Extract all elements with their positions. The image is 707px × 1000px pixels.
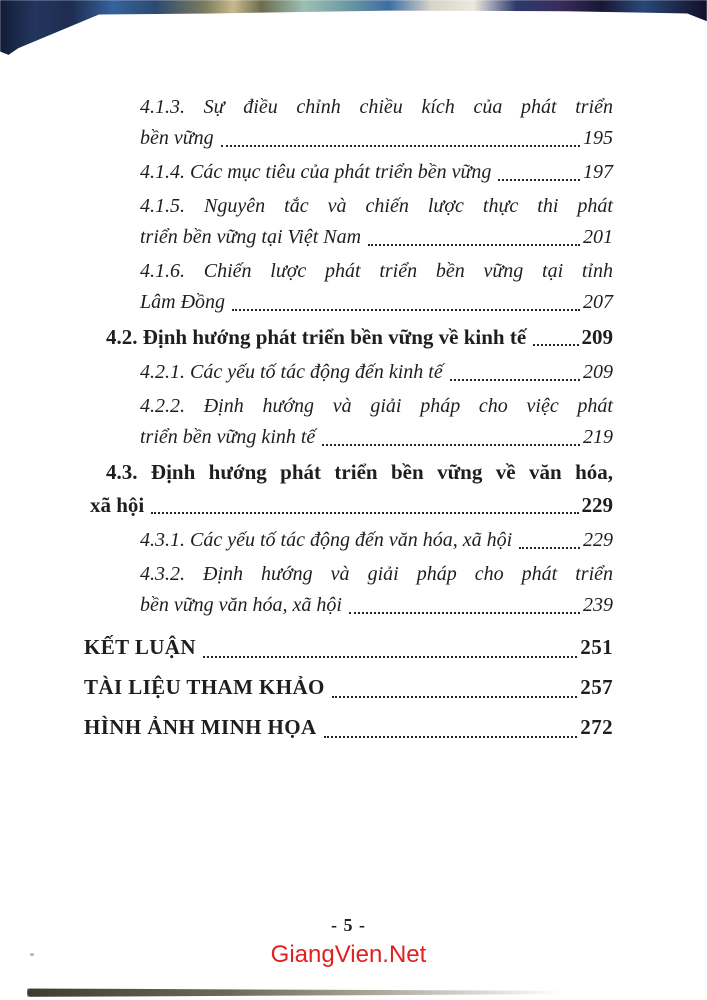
toc-entry — [84, 669, 613, 706]
dot-leader — [317, 709, 581, 746]
toc-entry-title: bền vững — [140, 127, 214, 149]
toc-line — [84, 191, 613, 222]
toc-entry — [84, 357, 613, 388]
table-of-contents — [84, 0, 613, 749]
toc-entry-title: Lâm Đồng — [140, 291, 226, 313]
toc-entry-title: TÀI LIỆU THAM KHẢO — [84, 675, 325, 699]
toc-line — [84, 391, 613, 422]
toc-line — [84, 123, 613, 154]
toc-entry — [84, 157, 613, 188]
toc-entry-title: 4.1.3. Sự điều chỉnh chiều kích của phát triển — [140, 96, 613, 118]
toc-line — [84, 222, 613, 253]
page-bottom-shadow — [27, 988, 562, 997]
toc-line — [84, 489, 613, 522]
toc-line — [84, 92, 613, 123]
toc-page-number: 195 — [583, 127, 613, 149]
toc-entry-title: bền vững văn hóa, xã hội — [140, 594, 342, 616]
dot-leader — [214, 123, 583, 154]
toc-line — [84, 422, 613, 453]
toc-line — [84, 669, 613, 706]
toc-entry-title: HÌNH ẢNH MINH HỌA — [84, 715, 317, 739]
toc-line — [84, 256, 613, 287]
scan-speck — [30, 953, 34, 956]
dot-leader — [225, 287, 583, 318]
watermark-text: GiangVien.Net — [270, 941, 427, 968]
toc-entry — [84, 92, 613, 154]
toc-entry-title: 4.1.4. Các mục tiêu của phát triển bền vững — [140, 161, 492, 183]
toc-line — [84, 525, 613, 556]
dot-leader — [342, 590, 583, 621]
toc-page-number: 229 — [583, 529, 613, 551]
toc-entry-title: 4.2. Định hướng phát triển bền vững về kinh tế — [106, 325, 527, 349]
toc-entry — [84, 321, 613, 354]
toc-page-number: 201 — [583, 226, 613, 248]
toc-page-number: 272 — [580, 715, 613, 739]
toc-entry-title: triển bền vững tại Việt Nam — [140, 226, 362, 248]
toc-entry-title: xã hội — [90, 493, 145, 517]
dot-leader — [361, 222, 583, 253]
toc-line — [84, 456, 613, 489]
toc-entry — [84, 256, 613, 318]
toc-entry — [84, 456, 613, 522]
dot-leader — [512, 525, 583, 556]
footer-page-number: - 5 - — [331, 915, 366, 935]
toc-page-number: 197 — [583, 161, 613, 183]
toc-entry-title: 4.3.2. Định hướng và giải pháp cho phát triển — [140, 563, 613, 585]
toc-entry-title: 4.2.1. Các yếu tố tác động đến kinh tế — [140, 361, 443, 383]
dot-leader — [443, 357, 583, 388]
toc-entry-title: 4.3. Định hướng phát triển bền vững về văn hóa, — [106, 460, 613, 484]
toc-entry — [84, 191, 613, 253]
toc-page-number: 219 — [583, 426, 613, 448]
toc-page-number: 209 — [583, 361, 613, 383]
dot-leader — [315, 422, 583, 453]
toc-entry — [84, 629, 613, 666]
toc-line — [84, 559, 613, 590]
toc-entry — [84, 391, 613, 453]
dot-leader — [526, 321, 581, 354]
dot-leader — [491, 157, 583, 188]
toc-line — [84, 287, 613, 318]
toc-line — [84, 357, 613, 388]
toc-line — [84, 157, 613, 188]
toc-line — [84, 321, 613, 354]
toc-entry — [84, 709, 613, 746]
toc-entry — [84, 525, 613, 556]
toc-line — [84, 709, 613, 746]
toc-page-number: 209 — [581, 325, 613, 349]
toc-page-number: 207 — [583, 291, 613, 313]
toc-page-number: 239 — [583, 594, 613, 616]
toc-page-number: 257 — [580, 675, 613, 699]
toc-entry-title: 4.2.2. Định hướng và giải pháp cho việc phát — [140, 395, 613, 417]
dot-leader — [196, 629, 580, 666]
toc-entry-title: triển bền vững kinh tế — [140, 426, 316, 448]
toc-line — [84, 629, 613, 666]
toc-line — [84, 590, 613, 621]
toc-entry-title: 4.1.6. Chiến lược phát triển bền vững tại tỉnh — [140, 260, 613, 282]
toc-page-number: 251 — [580, 635, 613, 659]
toc-entry-title: 4.1.5. Nguyên tắc và chiến lược thực thi phát — [140, 195, 613, 217]
dot-leader — [325, 669, 581, 706]
toc-page-number: 229 — [581, 493, 613, 517]
toc-entry-title: 4.3.1. Các yếu tố tác động đến văn hóa, xã hội — [140, 529, 513, 551]
toc-entry — [84, 559, 613, 621]
dot-leader — [144, 489, 581, 522]
toc-entry-title: KẾT LUẬN — [84, 635, 196, 659]
